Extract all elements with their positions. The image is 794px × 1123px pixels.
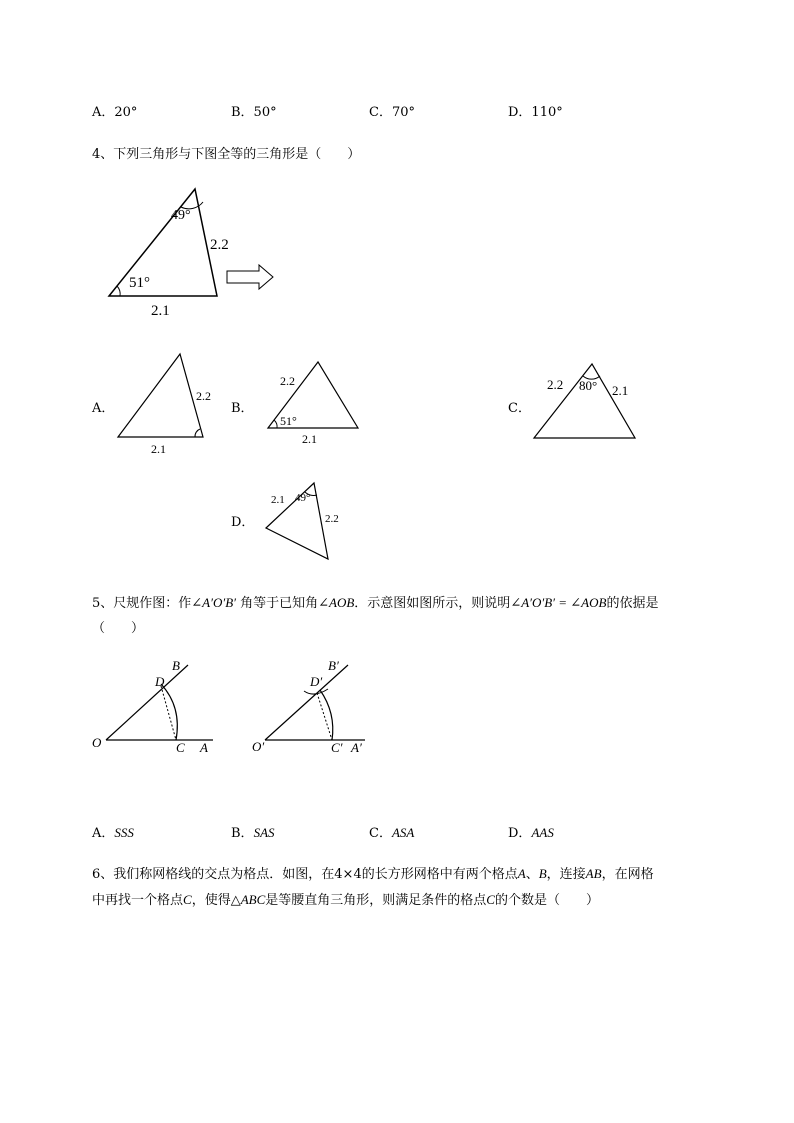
q4-option-c-label: C． [508, 401, 531, 416]
q3-option-a: A．20° [92, 105, 138, 120]
q5-option-c: C．ASA [369, 825, 415, 841]
q4-stem: 4、下列三角形与下图全等的三角形是（ ） [92, 147, 361, 162]
q5-figure-original-angle [88, 655, 228, 760]
q5-option-d: D．AAS [508, 825, 554, 841]
fig1-D: D [155, 674, 165, 689]
q3-option-c: C．70° [369, 105, 415, 120]
opt-b-side-left: 2.2 [280, 374, 295, 388]
q4-main-triangle-figure [100, 185, 280, 325]
q4-option-b-label: B． [231, 401, 254, 416]
fig1-C: C [176, 740, 185, 755]
opt-c-side-right: 2.1 [612, 383, 629, 398]
q4-option-c-figure [530, 355, 645, 445]
q5-option-b: B．SAS [231, 825, 275, 841]
opt-b-angle: 51° [280, 414, 297, 428]
fig2-O: O′ [252, 739, 265, 754]
opt-a-side-right: 2.2 [196, 389, 211, 403]
fig1-A: A [200, 740, 208, 755]
main-side-bottom: 2.1 [151, 303, 170, 319]
opt-c-side-left: 2.2 [547, 377, 564, 392]
q5-stem-line2: （ ） [92, 621, 145, 636]
q3-option-d: D．110° [508, 105, 563, 120]
fig2-D: D′ [310, 674, 323, 689]
opt-d-side-right: 2.2 [325, 513, 339, 525]
q5-figure-constructed-angle [250, 655, 390, 760]
opt-b-side-bottom: 2.1 [302, 432, 317, 446]
q3-option-b: B．50° [231, 105, 277, 120]
main-side-right: 2.2 [210, 237, 229, 253]
q4-option-d-figure [262, 477, 352, 567]
main-angle-top: 49° [171, 208, 191, 223]
opt-a-side-bottom: 2.1 [151, 442, 166, 456]
fig1-O: O [92, 735, 102, 750]
q4-option-a-label: A． [92, 401, 115, 416]
fig2-C: C′ [331, 740, 343, 755]
fig1-B: B [172, 658, 180, 673]
fig2-B: B′ [328, 658, 339, 673]
q4-option-d-label: D． [231, 515, 255, 530]
main-triangle [109, 189, 217, 296]
q4-option-a-figure [110, 345, 220, 460]
opt-d-angle: 49° [295, 492, 311, 504]
q6-stem-line2: 中再找一个格点C，使得△ABC是等腰直角三角形，则满足条件的格点C的个数是（ ） [92, 892, 599, 908]
q5-option-a: A．SSS [92, 825, 134, 841]
main-angle-left: 51° [129, 275, 150, 291]
fig2-A: A′ [351, 740, 362, 755]
q6-stem-line1: 6、我们称网格线的交点为格点．如图，在4×4的长方形网格中有两个格点A、B，连接AB，在网格 [92, 866, 654, 882]
opt-d-side-left: 2.1 [271, 494, 285, 506]
right-arrow-icon [227, 265, 273, 289]
opt-c-angle: 80° [579, 378, 598, 393]
q4-option-b-figure [260, 355, 370, 450]
q5-stem: 5、尺规作图：作∠A′O′B′ 角等于已知角∠AOB．示意图如图所示，则说明∠A′O′B′ = ∠AOB的依据是 [92, 595, 659, 611]
